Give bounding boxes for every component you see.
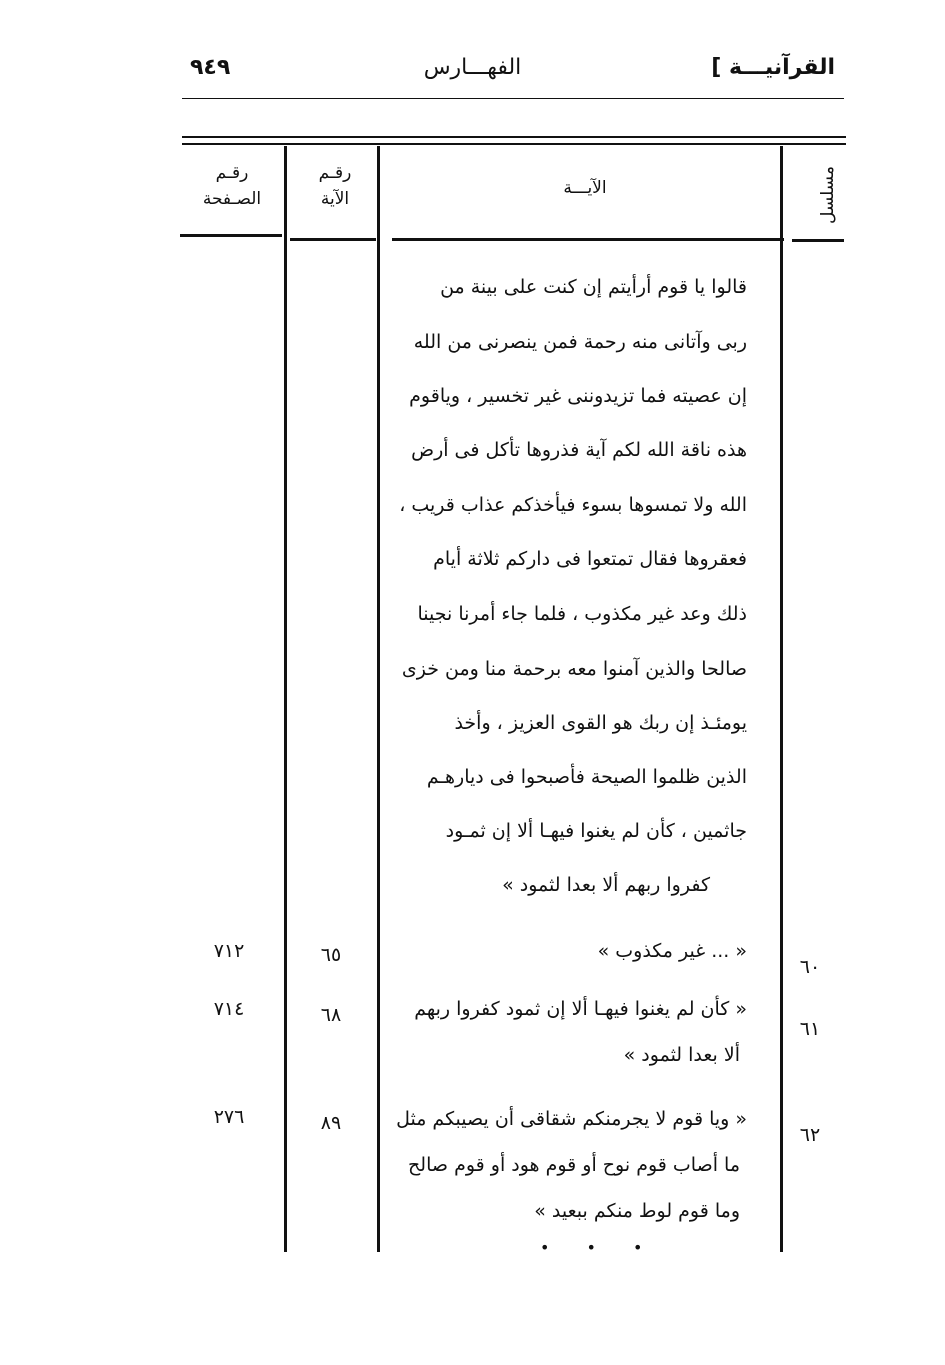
table-top-rule-2 (182, 143, 846, 145)
verse-line: فعقروها فقال تمتعوا فى داركم ثلاثة أيام (433, 548, 747, 570)
entry-62-verse: ما أصاب قوم نوح أو قوم هود أو قوم صالح (408, 1154, 740, 1176)
running-header-section: القرآنيـــة ] (711, 55, 835, 80)
verse-line: قالوا يا قوم أرأيتم إن كنت على بينة من (440, 276, 747, 298)
column-divider-3 (780, 146, 783, 1252)
page-number: ٩٤٩ (190, 55, 231, 80)
entry-61-verse: ألا بعدا لثمود » (623, 1044, 740, 1066)
verse-line: ذلك وعد غير مكذوب ، فلما جاء أمرنا نجينا (417, 603, 747, 625)
end-marker: • • • (540, 1238, 659, 1257)
entry-62-verse-no: ٨٩ (320, 1112, 342, 1134)
table-top-rule (182, 136, 846, 138)
header-rule (182, 98, 844, 99)
verse-line: إن عصيته فما تزيدوننى غير تخسير ، وياقوم (409, 385, 747, 407)
entry-60-serial: ٦٠ (799, 956, 821, 978)
verse-line: هذه ناقة الله لكم آية فذروها تأكل فى أرض (411, 439, 747, 461)
entry-62-verse: وما قوم لوط منكم ببعيد » (534, 1200, 740, 1222)
entry-61-serial: ٦١ (799, 1018, 821, 1040)
col-header-page-no-line2: الصـفحة (202, 189, 262, 209)
col-header-verse-no (292, 160, 378, 212)
entry-62-serial: ٦٢ (799, 1124, 821, 1146)
verse-line: كفروا ربهم ألا بعدا لثمود » (502, 874, 710, 896)
running-header-title: الفهـــارس (423, 55, 522, 80)
entry-60-verse-no: ٦٥ (320, 944, 342, 966)
header-bottom-rule-verse (392, 238, 784, 241)
col-header-page-no-line1: رقـم (215, 163, 249, 183)
entry-62-verse: « ويا قوم لا يجرمنكم شقاقى أن يصيبكم مثل (396, 1108, 747, 1130)
col-header-verse: الآيـــة (563, 178, 607, 198)
column-divider-1 (284, 146, 287, 1252)
header-bottom-rule-verse-no (290, 238, 376, 241)
entry-61-verse: « كأن لم يغنوا فيهـا ألا إن ثمود كفروا ربهم (414, 998, 747, 1020)
entry-60-verse: « ... غير مكذوب » (597, 940, 747, 962)
col-header-verse-no-line1: رقـم (318, 163, 352, 183)
col-header-verse-no-line2: الآية (320, 189, 350, 209)
entry-60-page-no: ٧١٢ (213, 940, 245, 962)
verse-line: الله ولا تمسوها بسوء فيأخذكم عذاب قريب ، (399, 494, 747, 516)
entry-62-page-no: ٢٧٦ (213, 1106, 245, 1128)
col-header-serial: مسلسل (818, 166, 838, 224)
verse-line: يومئـذ إن ربك هو القوى العزيز ، وأخذ (454, 712, 747, 734)
column-divider-2 (377, 146, 380, 1252)
verse-line: الذين ظلموا الصيحة فأصبحوا فى ديارهـم (426, 766, 747, 788)
header-bottom-rule-serial (792, 239, 844, 242)
entry-61-page-no: ٧١٤ (213, 998, 245, 1020)
col-header-page-no (182, 160, 282, 212)
entry-61-verse-no: ٦٨ (320, 1004, 342, 1026)
header-bottom-rule-page (180, 234, 282, 237)
verse-line: ربى وآتانى منه رحمة فمن ينصرنى من الله (413, 331, 747, 353)
verse-line: صالحا والذين آمنوا معه برحمة منا ومن خزى (401, 658, 747, 680)
verse-line: جاثمين ، كأن لم يغنوا فيهـا ألا إن ثمـود (445, 820, 747, 842)
